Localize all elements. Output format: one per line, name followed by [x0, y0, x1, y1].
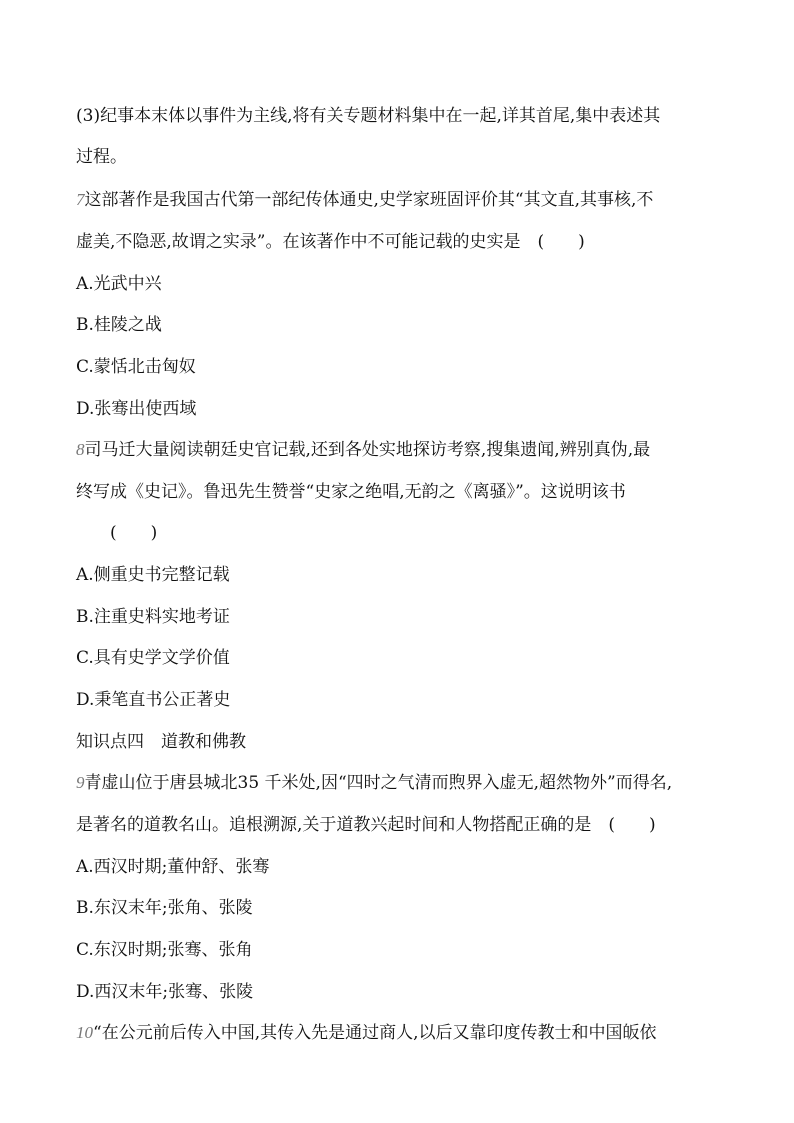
option-text: A.光武中兴: [76, 274, 162, 294]
option-c: [76, 939, 734, 961]
text-line: [76, 814, 734, 836]
answer-bracket-line: [76, 522, 734, 544]
line-text: 司马迁大量阅读朝廷史官记载,还到各处实地探访考察,搜集遗闻,辨别真伪,最: [84, 440, 651, 460]
question-number: 9: [76, 773, 85, 792]
question-number: 7: [76, 190, 85, 209]
text-line: [76, 231, 734, 253]
option-a: [76, 564, 734, 586]
option-c: [76, 647, 734, 669]
option-b: [76, 314, 734, 336]
option-text: A.侧重史书完整记载: [76, 565, 230, 585]
option-b: [76, 606, 734, 628]
question-number: 8: [76, 440, 85, 459]
question-7-stem: [76, 189, 734, 211]
line-text: “在公元前后传入中国,其传入先是通过商人,以后又靠印度传教士和中国皈依: [93, 1023, 657, 1043]
heading-text: 知识点四 道教和佛教: [76, 732, 246, 752]
line-text: (3)纪事本末体以事件为主线,将有关专题材料集中在一起,详其首尾,集中表述其: [76, 106, 661, 126]
option-text: D.西汉末年;张骞、张陵: [76, 982, 254, 1002]
option-text: C.蒙恬北击匈奴: [76, 357, 196, 377]
option-d: [76, 981, 734, 1003]
option-text: D.秉笔直书公正著史: [76, 690, 231, 710]
line-text: 青虚山位于唐县城北35 千米处,因“四时之气清而煦界入虚无,超然物外”而得名,: [84, 773, 673, 793]
option-text: D.张骞出使西域: [76, 399, 197, 419]
option-text: A.西汉时期;董仲舒、张骞: [76, 857, 270, 877]
line-text: 虚美,不隐恶,故谓之实录”。在该著作中不可能记载的史实是 ( ): [76, 232, 585, 252]
question-9-stem: [76, 772, 734, 794]
option-a: [76, 856, 734, 878]
line-text: 过程。: [76, 147, 127, 167]
question-number: 10: [76, 1023, 93, 1042]
option-c: [76, 356, 734, 378]
line-text: 这部著作是我国古代第一部纪传体通史,史学家班固评价其“其文直,其事核,不: [84, 190, 654, 210]
option-text: B.东汉末年;张角、张陵: [76, 898, 253, 918]
option-d: [76, 398, 734, 420]
question-8-stem: [76, 439, 734, 461]
text-line: [76, 105, 734, 127]
text-line: [76, 146, 734, 168]
question-10-stem: [76, 1022, 734, 1044]
option-text: B.注重史料实地考证: [76, 607, 230, 627]
line-text: 终写成《史记》。鲁迅先生赞誉“史家之绝唱,无韵之《离骚》”。这说明该书: [76, 482, 626, 502]
line-text: ( ): [76, 523, 158, 543]
text-line: [76, 481, 734, 503]
option-d: [76, 689, 734, 711]
option-text: B.桂陵之战: [76, 315, 162, 335]
option-b: [76, 897, 734, 919]
line-text: 是著名的道教名山。追根溯源,关于道教兴起时间和人物搭配正确的是 ( ): [76, 815, 656, 835]
option-text: C.东汉时期;张骞、张角: [76, 940, 253, 960]
section-heading: [76, 731, 734, 753]
option-text: C.具有史学文学价值: [76, 648, 230, 668]
option-a: [76, 273, 734, 295]
